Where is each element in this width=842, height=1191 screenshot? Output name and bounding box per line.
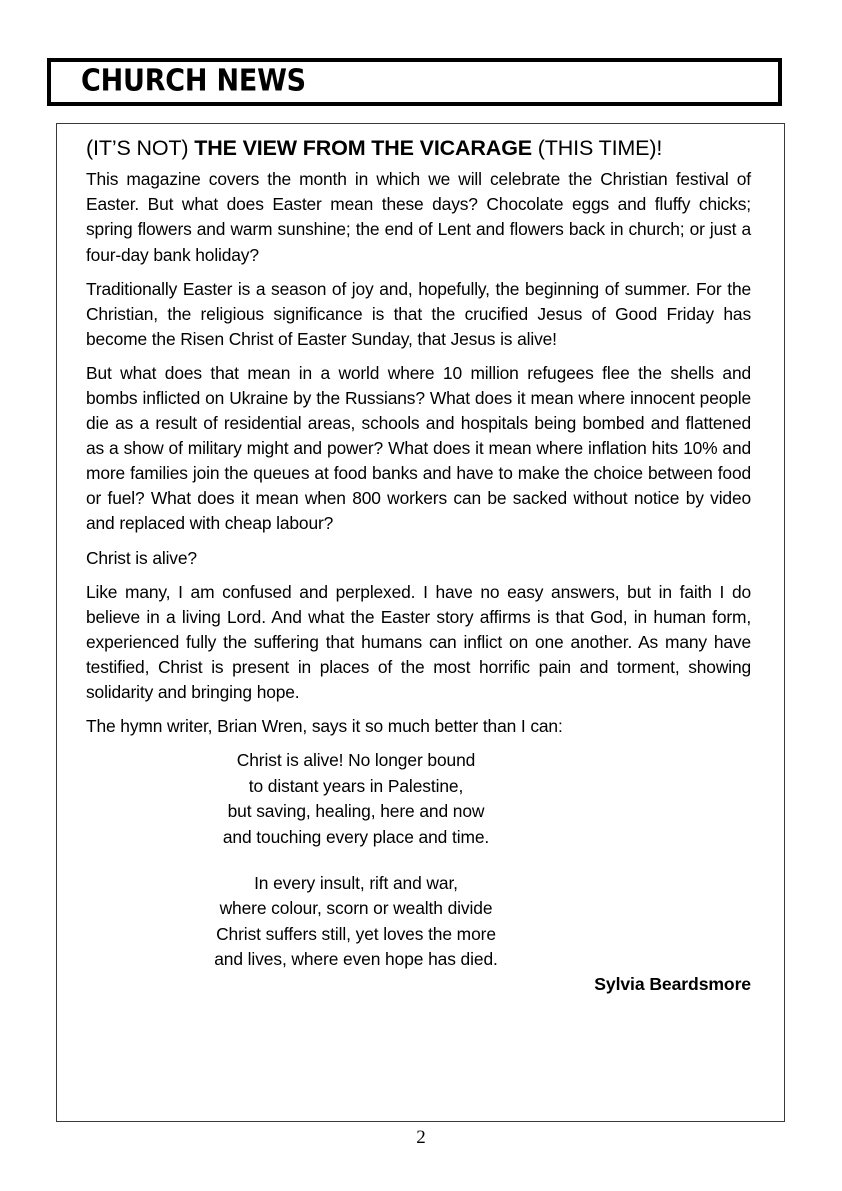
hymn-line: In every insult, rift and war, <box>254 872 458 893</box>
article-title <box>86 135 751 161</box>
hymn-quotation <box>86 748 751 973</box>
article-paragraph: Like many, I am confused and perplexed. I have no easy answers, but in faith I do believe in a living Lord. And what the Easter story affirms is that God, in human form, experienced fully the suffering that humans can inflict on one another. As many have testified, Christ is present in places of the most horrific pain and torment, showing solidarity and bringing hope. <box>86 581 751 702</box>
article-container <box>56 123 785 1122</box>
hymn-verse-one <box>186 748 526 850</box>
article-paragraph: The hymn writer, Brian Wren, says it so much better than I can: <box>86 716 563 737</box>
article-paragraph: But what does that mean in a world where 10 million refugees flee the shells and bombs inflicted on Ukraine by the Russians? What does it mean where innocent people die as a result of residential areas, schools and hospitals being bombed and flattened as a show of military might and power? What does it mean where inflation hits 10% and more families join the queues at food banks and have to make the choice between food or fuel? What does it mean when 800 workers can be sacked without notice by video and replaced with cheap labour? <box>86 362 751 534</box>
article-paragraph: Traditionally Easter is a season of joy and, hopefully, the beginning of summer. For the Christian, the religious significance is that the crucified Jesus of Good Friday has become the Risen Christ of Easter Sunday, that Jesus is alive! <box>86 278 751 349</box>
hymn-line: and touching every place and time. <box>222 826 490 847</box>
article-title-emphasis: THE VIEW FROM THE VICARAGE <box>194 136 532 160</box>
article-paragraph: This magazine covers the month in which we will celebrate the Christian festival of Easter. But what does Easter mean these days? Chocolate eggs and fluffy chicks; spring flowers and warm sunshine; the end of Lent and flowers back in church; or just a four-day bank holiday? <box>86 169 751 265</box>
author-signature: Sylvia Beardsmore <box>594 973 751 994</box>
hymn-line: to distant years in Palestine, <box>248 775 464 796</box>
article-title-prefix: (IT’S NOT) <box>86 136 195 160</box>
article-paragraph: Christ is alive? <box>86 547 197 568</box>
verse-spacer <box>86 851 751 871</box>
hymn-line: Christ is alive! No longer bound <box>236 750 476 771</box>
hymn-line: and lives, where even hope has died. <box>214 949 498 970</box>
hymn-line: Christ suffers still, yet loves the more <box>216 923 496 944</box>
page-number: 2 <box>416 1127 426 1148</box>
hymn-line: but saving, healing, here and now <box>227 801 485 822</box>
hymn-verse-two <box>186 871 526 973</box>
hymn-line: where colour, scorn or wealth divide <box>219 898 493 919</box>
banner-title: CHURCH NEWS <box>81 63 306 99</box>
church-news-banner <box>47 58 782 106</box>
article-title-suffix: (THIS TIME)! <box>531 136 663 160</box>
